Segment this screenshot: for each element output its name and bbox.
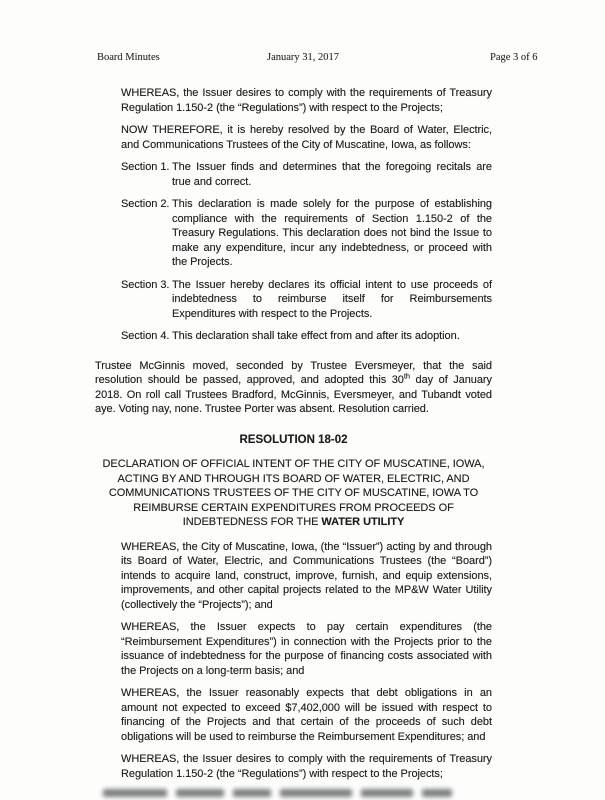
- smudge-blob: [176, 789, 224, 797]
- section-2-text: This declaration is made solely for the purpose of establishing compliance with the requirements of Section 1.150-2 of the Treasury Regulations. This declaration does not bind the Issue to make any expenditure, incur any indebtedness, or proceed with the Projects.: [172, 198, 492, 268]
- smudge-blob: [422, 789, 452, 797]
- paragraph-whereas-city: WHEREAS, the City of Muscatine, Iowa, (the “Issuer”) acting by and through its Board of Water, Electric, and Communications Trustees (the “Board”) intends to acquire land, construct, improve, furnish, and equip extensions, improvements, and other capital projects related to the MP&W Water Utility (collectively the “Projects”); and: [121, 540, 492, 611]
- smudge-blob: [280, 789, 352, 797]
- smudge-blob: [233, 789, 271, 797]
- section-3-text: The Issuer hereby declares its official intent to use proceeds of indebtedness to reimburse itself for Reimbursements Expenditures with respect to the Projects.: [172, 278, 492, 320]
- section-4-text: This declaration shall take effect from and after its adoption.: [172, 330, 460, 342]
- scan-artifact-smudge: [103, 787, 471, 799]
- paragraph-motion-roll-call: [95, 359, 492, 417]
- smudge-blob: [103, 789, 167, 797]
- smudge-blob: [361, 789, 413, 797]
- paragraph-whereas-treasury-1: WHEREAS, the Issuer desires to comply with the requirements of Treasury Regulation 1.150-2 (the “Regulations”) with respect to the Projects;: [121, 87, 492, 114]
- declaration-heading: [98, 457, 490, 530]
- section-1-label: Section 1.: [121, 161, 170, 173]
- declaration-heading-bold: WATER UTILITY: [321, 516, 405, 528]
- document-body: [95, 86, 492, 789]
- paragraph-whereas-expenditures: WHEREAS, the Issuer expects to pay certain expenditures (the “Reimbursement Expenditures”) in connection with the Projects prior to the issuance of indebtedness for the purpose of financing costs associated with the Projects on a long-term basis; and: [121, 621, 492, 677]
- header-date: January 31, 2017: [267, 52, 340, 63]
- section-2: [121, 197, 492, 270]
- ordinal-superscript: th: [403, 371, 411, 381]
- motion-text-after-superscript: day of January 2018. On roll call Trustees Bradford, McGinnis, Eversmeyer, and Tubandt voted aye. Voting nay, none. Trustee Porter was absent. Resolution carried.: [95, 374, 492, 415]
- section-3: [121, 278, 492, 322]
- paragraph-whereas-debt-obligations: WHEREAS, the Issuer reasonably expects that debt obligations in an amount not expected to exceed $7,402,000 will be issued with respect to financing of the Projects and that certain of the proceeds of such debt obligations will be used to reimburse the Reimbursement Expenditures; and: [121, 687, 492, 743]
- section-1-text: The Issuer finds and determines that the foregoing recitals are true and correct.: [172, 161, 492, 188]
- motion-text-before-superscript: Trustee McGinnis moved, seconded by Trustee Eversmeyer, that the said resolution should be passed, approved, and adopted this 30: [95, 359, 492, 386]
- section-4: [121, 329, 492, 344]
- header-page-number: Page 3 of 6: [490, 52, 538, 63]
- paragraph-whereas-treasury-2: WHEREAS, the Issuer desires to comply with the requirements of Treasury Regulation 1.150-2 (the “Regulations”) with respect to the Projects;: [121, 753, 492, 780]
- section-2-label: Section 2.: [121, 198, 170, 210]
- declaration-heading-main: DECLARATION OF OFFICIAL INTENT OF THE CITY OF MUSCATINE, IOWA, ACTING BY AND THROUGH ITS BOARD OF WATER, ELECTRIC, AND COMMUNICATIONS TRUSTEES OF THE CITY OF MUSCATINE, IOWA TO REIMBURSE CERTAIN EXPENDITURES FROM PROCEEDS OF INDEBTEDNESS FOR THE: [102, 458, 485, 528]
- section-4-label: Section 4.: [121, 330, 170, 342]
- header-doc-title: Board Minutes: [97, 52, 160, 63]
- section-1: [121, 160, 492, 189]
- paragraph-now-therefore: NOW THEREFORE, it is hereby resolved by the Board of Water, Electric, and Communications Trustees of the City of Muscatine, Iowa, as follows:: [121, 124, 492, 151]
- section-3-label: Section 3.: [121, 278, 170, 291]
- resolution-title: RESOLUTION 18-02: [239, 433, 348, 446]
